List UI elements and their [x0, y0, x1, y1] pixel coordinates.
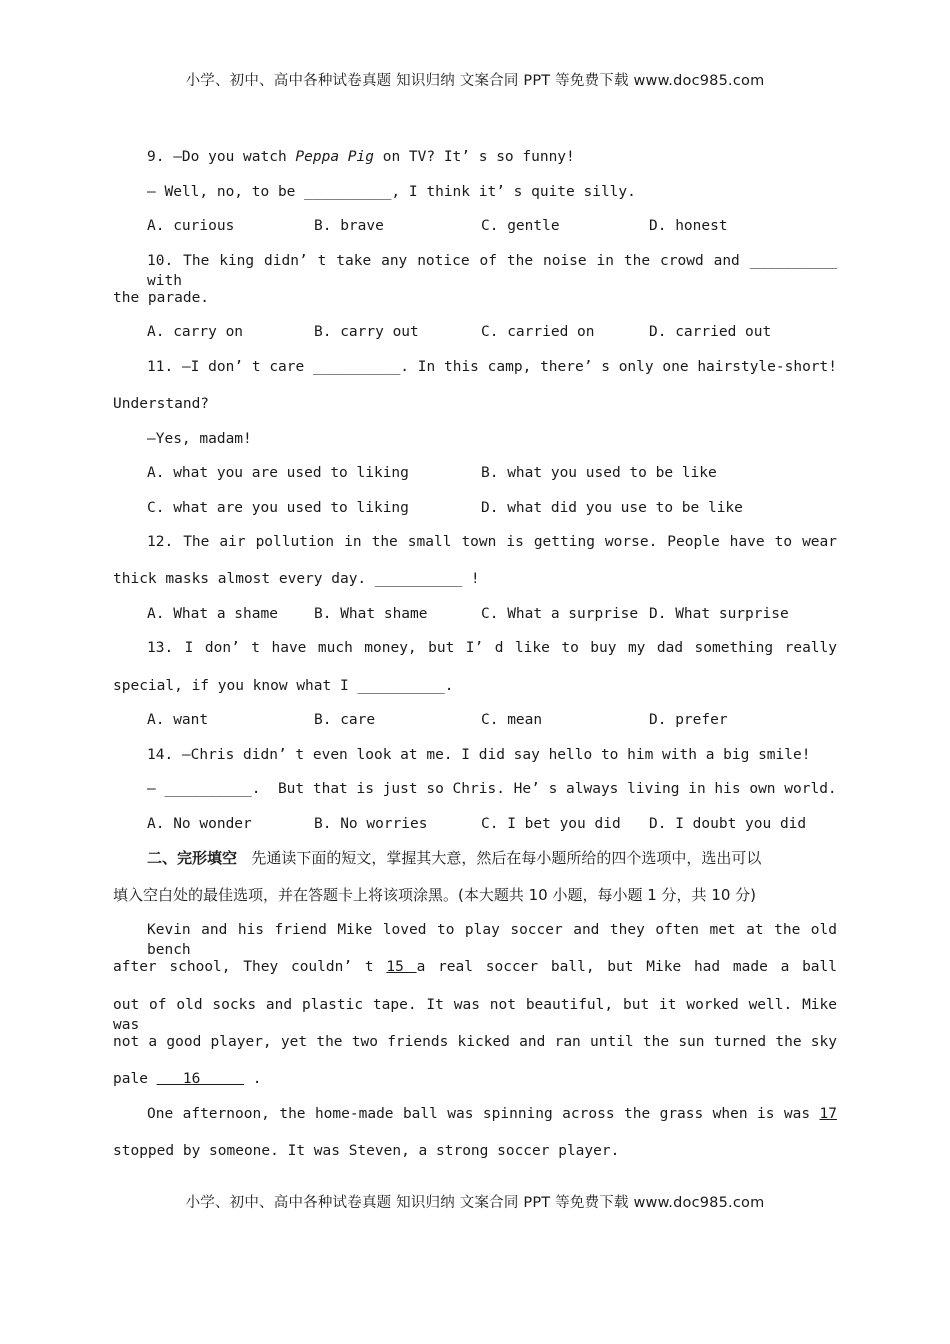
- section-2-title: 二、完形填空: [147, 849, 238, 867]
- question-12-prompt: 12. The air pollution in the small town is getting worse. People have to wear: [147, 534, 837, 550]
- option-a[interactable]: A. what you are used to liking: [147, 465, 409, 481]
- section-2-instructions: 二、完形填空 先通读下面的短文，掌握其大意，然后在每小题所给的四个选项中，选出可以: [147, 849, 762, 867]
- option-a[interactable]: A. What a shame: [147, 606, 278, 622]
- show-title: Peppa Pig: [295, 149, 374, 165]
- question-11-prompt: 11. —I don’ t care __________. In this camp, there’ s only one hairstyle-short!: [147, 359, 837, 375]
- cloze-blank-15[interactable]: 15: [386, 959, 417, 975]
- option-a[interactable]: A. carry on: [147, 324, 244, 340]
- question-11-reply: —Yes, madam!: [147, 431, 252, 447]
- option-d[interactable]: D. What surprise: [649, 606, 789, 622]
- option-c[interactable]: C. carried on: [481, 324, 595, 340]
- option-c[interactable]: C. gentle: [481, 218, 560, 234]
- passage-line: not a good player, yet the two friends kicked and ran until the sun turned the sky: [113, 1034, 837, 1050]
- option-b[interactable]: B. carry out: [314, 324, 419, 340]
- question-14-prompt: 14. —Chris didn’ t even look at me. I did say hello to him with a big smile!: [147, 747, 811, 763]
- option-a[interactable]: A. want: [147, 712, 209, 728]
- page-header: 小学、初中、高中各种试卷真题 知识归纳 文案合同 PPT 等免费下载 www.doc985.com: [185, 73, 765, 89]
- option-b[interactable]: B. brave: [314, 218, 384, 234]
- question-13-prompt: 13. I don’ t have much money, but I’ d like to buy my dad something really: [147, 640, 837, 656]
- option-b[interactable]: B. What shame: [314, 606, 428, 622]
- option-b[interactable]: B. what you used to be like: [481, 465, 717, 481]
- question-9-reply: — Well, no, to be __________, I think it’ s quite silly.: [147, 184, 636, 200]
- question-10-prompt-cont: the parade.: [113, 290, 210, 306]
- passage-line: stopped by someone. It was Steven, a strong soccer player.: [113, 1143, 620, 1159]
- option-b[interactable]: B. care: [314, 712, 376, 728]
- option-a[interactable]: A. No wonder: [147, 816, 252, 832]
- section-2-instructions-cont: 填入空白处的最佳选项，并在答题卡上将该项涂黑。(本大题共 10 小题，每小题 1 分，共 10 分): [113, 886, 757, 904]
- option-c[interactable]: C. what are you used to liking: [147, 500, 409, 516]
- option-d[interactable]: D. prefer: [649, 712, 728, 728]
- option-d[interactable]: D. what did you use to be like: [481, 500, 743, 516]
- passage-line: after school, They couldn’ t 15 a real soccer ball, but Mike had made a ball: [113, 959, 837, 975]
- passage-line: One afternoon, the home-made ball was spinning across the grass when is was 17: [147, 1106, 837, 1122]
- option-a[interactable]: A. curious: [147, 218, 235, 234]
- option-c[interactable]: C. What a surprise: [481, 606, 639, 622]
- question-12-prompt-cont: thick masks almost every day. __________ !: [113, 571, 480, 587]
- question-10-prompt: 10. The king didn’ t take any notice of the noise in the crowd and __________ with: [147, 253, 837, 289]
- cloze-blank-17[interactable]: 17: [819, 1106, 837, 1122]
- passage-line: out of old socks and plastic tape. It was not beautiful, but it worked well. Mike was: [113, 997, 837, 1033]
- question-9-prompt: 9. —Do you watch Peppa Pig on TV? It’ s so funny!: [147, 149, 575, 165]
- option-d[interactable]: D. I doubt you did: [649, 816, 807, 832]
- question-13-prompt-cont: special, if you know what I __________.: [113, 678, 454, 694]
- option-c[interactable]: C. I bet you did: [481, 816, 621, 832]
- question-11-prompt-cont: Understand?: [113, 396, 210, 412]
- option-c[interactable]: C. mean: [481, 712, 543, 728]
- option-b[interactable]: B. No worries: [314, 816, 428, 832]
- option-d[interactable]: D. honest: [649, 218, 728, 234]
- option-d[interactable]: D. carried out: [649, 324, 772, 340]
- passage-line: pale 16 .: [113, 1071, 262, 1087]
- question-14-reply: — __________. But that is just so Chris. He’ s always living in his own world.: [147, 781, 837, 797]
- passage-line: Kevin and his friend Mike loved to play soccer and they often met at the old bench: [147, 922, 837, 958]
- page-footer: 小学、初中、高中各种试卷真题 知识归纳 文案合同 PPT 等免费下载 www.doc985.com: [185, 1195, 765, 1211]
- cloze-blank-16[interactable]: 16: [156, 1071, 244, 1087]
